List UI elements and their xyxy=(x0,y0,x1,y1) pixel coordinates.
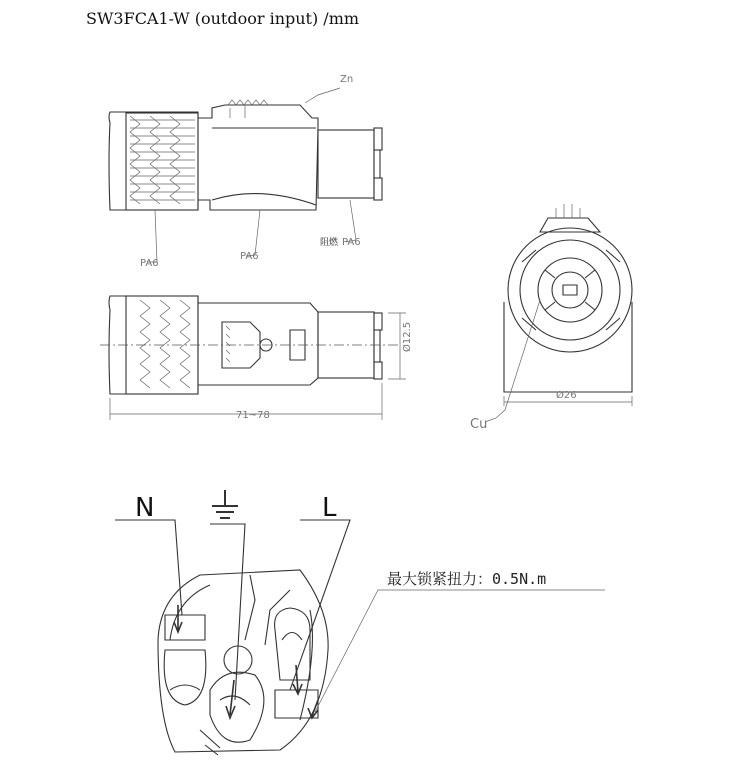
knurl-pattern-top xyxy=(130,116,195,204)
knurl-pattern-bottom xyxy=(140,300,190,388)
dimension-length: 71~78 xyxy=(236,410,270,421)
terminal-detail xyxy=(115,490,605,755)
callout-pa6-nut: PA6 xyxy=(140,258,159,269)
terminal-label-n: N xyxy=(135,493,155,523)
callout-cu: Cu xyxy=(470,417,488,432)
callout-pa6-body: PA6 xyxy=(240,251,259,262)
dimension-diameter-front: Ø26 xyxy=(556,390,577,401)
terminal-label-l: L xyxy=(322,493,337,523)
side-view-top xyxy=(109,74,382,269)
callout-zn: Zn xyxy=(340,74,354,85)
front-view xyxy=(470,204,632,432)
torque-note: 最大锁紧扭力：0.5N.m xyxy=(387,570,547,588)
side-view-bottom xyxy=(100,296,413,421)
drawing-title: SW3FCA1-W (outdoor input) /mm xyxy=(86,9,360,28)
callout-flame-retardant: 阻燃 xyxy=(320,238,339,248)
callout-pa6-flame: PA6 xyxy=(342,237,361,248)
dimension-diameter-small: Ø12.5 xyxy=(402,321,413,352)
ground-icon xyxy=(212,490,238,518)
